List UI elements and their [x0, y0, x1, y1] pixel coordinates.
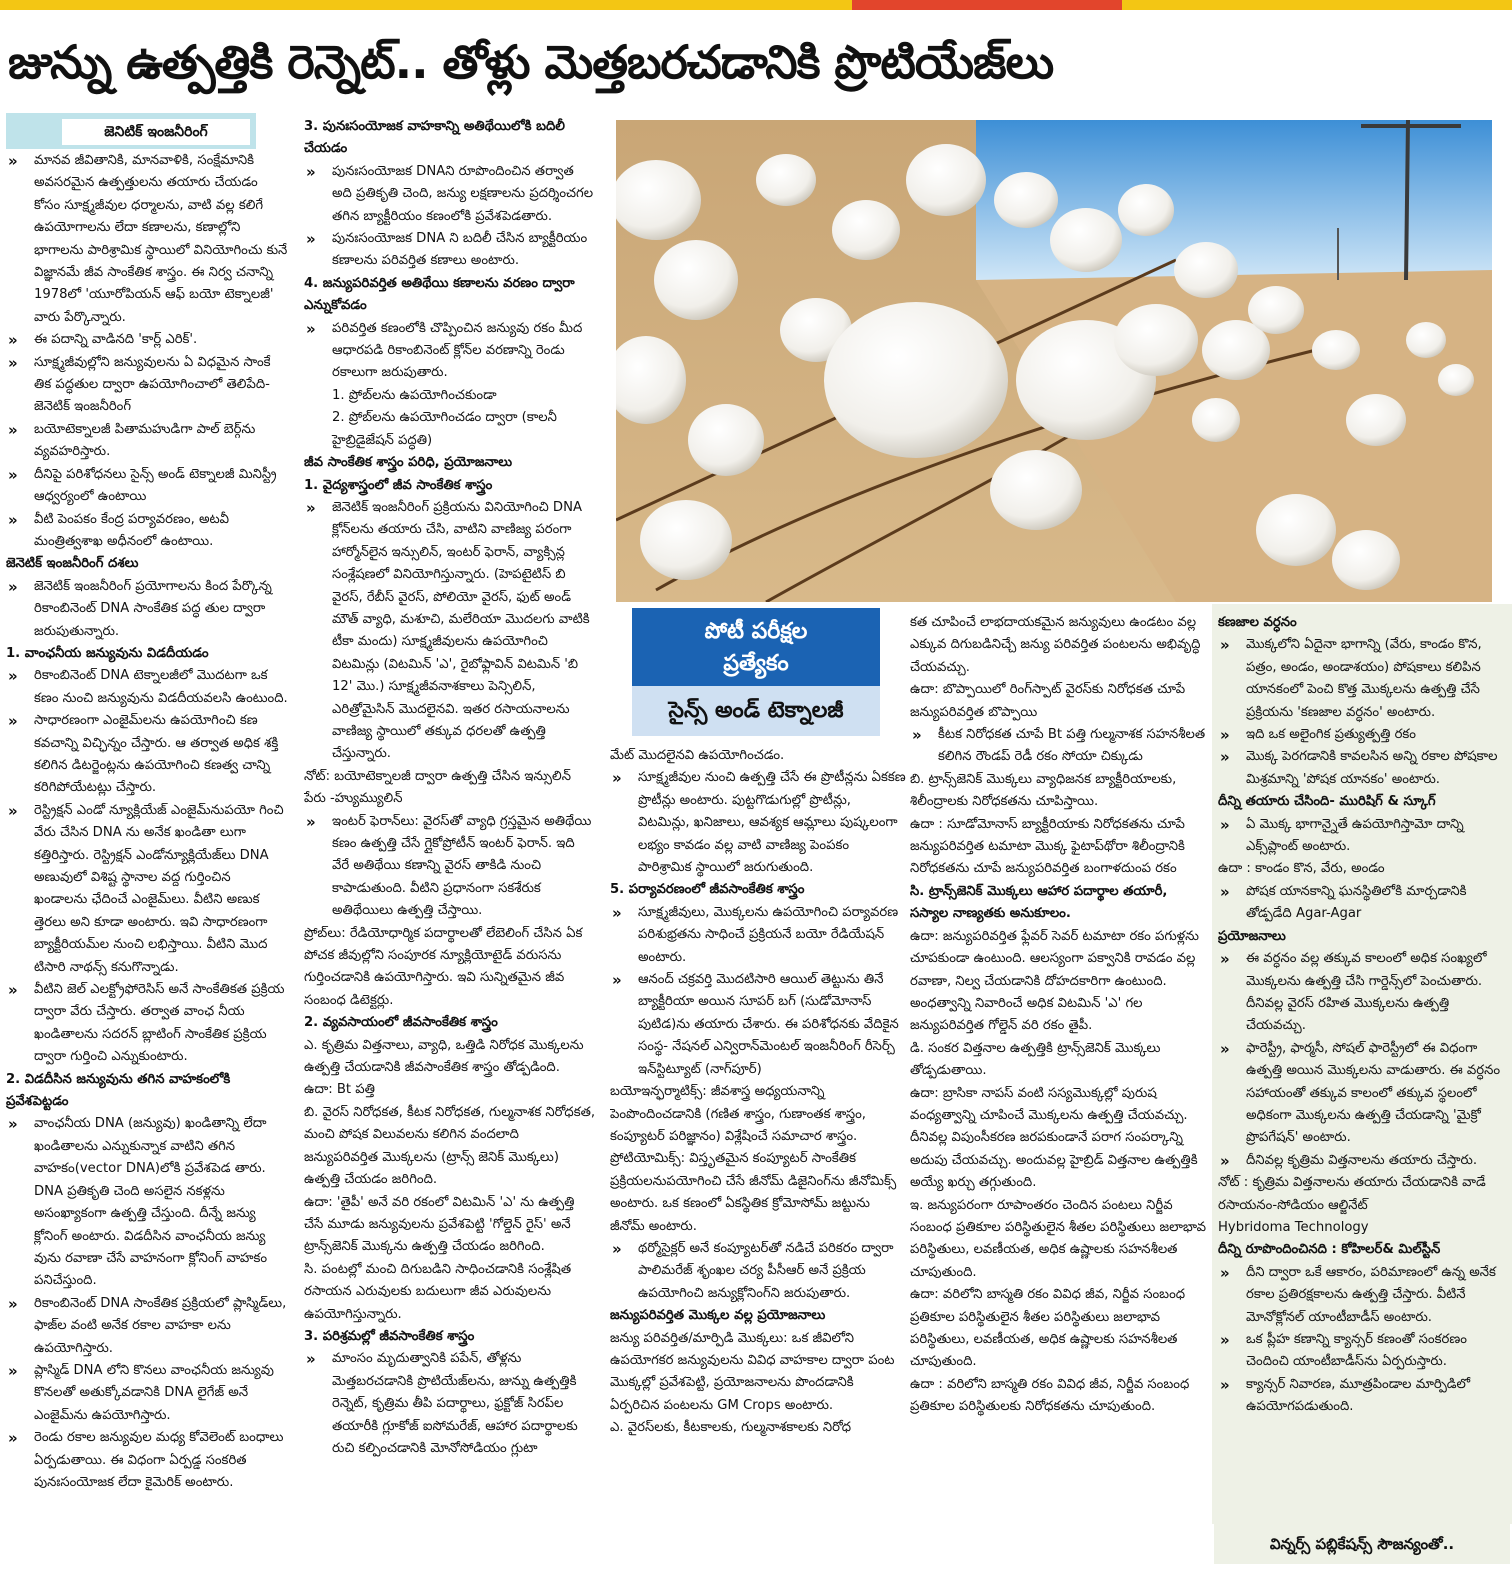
paragraph: ప్రోటియోమిక్స్: విస్తృతమైన కంప్యూటర్ సాంకేతిక ప్రక్రియలనుపయోగించి చేసే జీనోమ్ డిజైనింగ్‌ను జీనోమిక్స్ అంటారు. ఒక కణంలో ఏకస్థితిక క్రోమోసోమ్ జట్టును జీనోమ్ అంటారు. [610, 1151, 897, 1234]
paragraph: అంధత్వాన్ని నివారించే అధిక విటమిన్ 'ఎ' గల జన్యుపరివర్తిత గోల్డెన్ వరి రకం తైపీ. [910, 995, 1143, 1034]
paragraph: నోట్: బయోటెక్నాలజీ ద్వారా ఉత్పత్తి చేసిన ఇన్సులిన్ పేరు -హ్యుమ్యులిన్ [304, 768, 571, 807]
bullet-paragraph: » ఈ పదాన్ని వాడినది 'కార్ల్ ఎరిక్'. [6, 329, 288, 351]
bullet-paragraph: » సూక్ష్మజీవుల్లోని జన్యువులను ఏ విధమైన సాంకే తిక పద్ధతుల ద్వారా ఉపయోగించాలో తెలిపేది- జెనెటిక్ ఇంజనీరింగ్ [6, 352, 288, 419]
paragraph: డి. సంకర విత్తనాల ఉత్పత్తికి ట్రాన్స్‌జెనిక్ మొక్కలు తోడ్పడుతాయి. [910, 1040, 1161, 1079]
subheading: దీన్ని రూపొందించినది : కోహిలర్& మిల్‌స్టీన్ [1218, 1242, 1441, 1258]
bullet-paragraph: » వీటిని జెల్ ఎలక్ట్రోఫోరెసిస్ అనే సాంకేతికత ప్రక్రియ ద్వారా వేరు చేస్తారు. తర్వాత వాంఛ నీయ ఖండితాలను సదరన్ బ్లాటింగ్ సాంకేతిక ప్రక్రియ ద్వారా గుర్తించి ఎన్నుకుంటారు. [6, 979, 288, 1069]
subheading: 5. పర్యావరణంలో జీవసాంకేతిక శాస్త్రం [610, 882, 805, 898]
bullet-paragraph: » వీటి పెంపకం కేంద్ర పర్యావరణం, అటవీ మంత్రిత్వశాఖ అధీనంలో ఉంటాయి. [6, 509, 288, 554]
badge-line-2: ప్రత్యేకం [723, 651, 789, 676]
paragraph: ఉదా: 'తైపీ' అనే వరి రకంలో విటమిన్ 'ఎ' ను ఉత్పత్తి చేసే మూడు జన్యువులను ప్రవేశపెట్టి 'గోల్డెన్ రైస్' అనే ట్రాన్స్‌జెనిక్ మొక్కను ఉత్పత్తి చేయడం జరిగింది. [304, 1194, 575, 1255]
paragraph: బయోఇన్ఫర్మాటిక్స్: జీవశాస్త్ర అధ్యయనాన్ని పెంపొందించడానికి (గణిత శాస్త్రం, గుణాంతక శాస్త్రం, కంప్యూటర్ పరిజ్ఞానం) విశ్లేషించే సమాచార శాస్త్రం. [610, 1084, 866, 1144]
bullet-paragraph: » ఒక ప్లీహ కణాన్ని క్యాన్సర్ కణంతో సంకరణం చెందించి యాంటీబాడీస్‌ను ఏర్పరుస్తారు. [1218, 1329, 1508, 1374]
bullet-paragraph: » పరివర్తిత కణంలోకి చొప్పించిన జన్యువు రకం మీద ఆధారపడి రికాంబినెంట్ క్లోన్‌ల వరణాన్ని రెండు రకాలుగా జరుపుతారు. [304, 318, 596, 385]
subheading: 4. జన్యుపరివర్తిత అతిథేయి కణాలను వరణం ద్వారా ఎన్నుకోవడం [304, 275, 575, 314]
bullet-paragraph: » రికాంబినెంట్ DNA టెక్నాలజీలో మొదటగా ఒక కణం నుంచి జన్యువును విడదీయవలసి ఉంటుంది. [6, 665, 288, 710]
bullet-paragraph: » మాంసం మృదుత్వానికి పపేన్, తోళ్లను మెత్తబరచడానికి ప్రొటియేజ్‌లను, జున్ను ఉత్పత్తికి రెన్నెట్, కృత్రిమ తీపి పదార్థాలు, ఫ్రక్టోజ్ సిరప్‌ల తయారీకి గ్లూకోజ్ ఐసోమరేజ్, ఆహార పదార్థాలకు రుచి కల్పించడానికి మోనోసోడియం గ్లుటా [304, 1348, 596, 1460]
bullet-paragraph: » జెనెటిక్ ఇంజనీరింగ్ ప్రక్రియను వినియోగించి DNA క్లోన్‌లను తయారు చేసి, వాటిని వాణిజ్య పరంగా హార్మోన్‌లైన ఇన్సులిన్, ఇంటర్ ఫెరాన్, వ్యాక్సిన్ల సంశ్లేషణలో వినియోగిస్తున్నారు. (హెపటైటిస్ బి వైరస్, రేబీస్ వైరస్, పోలియో వైరస్, ఫుట్ అండ్ మౌత్ వ్యాధి, మశూచి, మలేరియా మొదలగు వాటికి టీకా మందు) సూక్ష్మజీవులను ఉపయోగించి విటమిన్లు (విటమిన్ 'ఎ', రైబోఫ్లావిన్ విటమిన్ 'బి 12' మొ.) సూక్ష్మజీవనాశకాలు పెన్సిలిన్, ఎరిత్రోమైసిన్ మొదలైనవి. ఇతర రసాయనాలను వాణిజ్య స్థాయిలో తక్కువ ధరలతో ఉత్పత్తి చేస్తున్నారు. [304, 497, 596, 766]
indented-item: 2. ప్రోబ్‌లను ఉపయోగించడం ద్వారా (కాలనీ హైబ్రిడైజేషన్ పద్ధతి) [332, 410, 557, 448]
top-accent-bar [852, 0, 1122, 10]
bullet-paragraph: » ప్లాస్మిడ్ DNA లోని కొనలు వాంఛనీయ జన్యువు కొనలతో అతుక్కోవడానికి DNA లైగేజ్ అనే ఎంజైమ్‌ను ఉపయోగిస్తారు. [6, 1360, 288, 1427]
subheading: 1. వాంఛనీయ జన్యువును విడదీయడం [6, 645, 209, 661]
badge-subject: సైన్స్ అండ్ టెక్నాలజీ [632, 686, 880, 736]
bullet-paragraph: » థర్మోసైక్లర్ అనే కంప్యూటర్‌తో నడిచే పరికరం ద్వారా పాలిమరేజ్ శృంఖల చర్య పీసీఆర్ అనే ప్రక్రియ ఉపయోగించి జన్యుక్లోనింగ్‌ని జరుపుతారు. [610, 1238, 906, 1305]
bullet-paragraph: » రికాంబినెంట్ DNA సాంకేతిక ప్రక్రియలో ప్లాస్మిడ్‌లు, ఫాజ్‌ల వంటి అనేక రకాల వాహకా లను ఉపయోగిస్తారు. [6, 1293, 288, 1360]
cotton-field-image [616, 120, 1492, 602]
paragraph: బి. వైరస్ నిరోధకత, కీటక నిరోధకత, గుల్మనాశక నిరోధకత, మంచి పోషక విలువలను కలిగిన వందలాది జన్యుపరివర్తిత మొక్కలను (ట్రాన్స్ జెనిక్ మొక్కలు) ఉత్పత్తి చేయడం జరిగింది. [304, 1104, 596, 1188]
subheading: జీవ సాంకేతిక శాస్త్రం పరిధి, ప్రయోజనాలు [304, 455, 513, 471]
subheading: 3. పరిశ్రమల్లో జీవసాంకేతిక శాస్త్రం [304, 1328, 475, 1344]
paragraph: కత చూపించే లాభదాయకమైన జన్యువులు ఉండటం వల్ల ఎక్కువ దిగుబడినిచ్చే జన్యు పరివర్తిత పంటలను అభివృద్ధి చేయవచ్చు. [910, 615, 1201, 675]
subheading: జన్యుపరివర్తిత మొక్కల వల్ల ప్రయోజనాలు [610, 1308, 826, 1324]
bullet-paragraph: » పునఃసంయోజక DNAని రూపొందించిన తర్వాత అది ప్రతికృతి చెంది, జన్యు లక్షణాలను ప్రదర్శించగల తగిన బ్యాక్టీరియం కణంలోకి ప్రవేశపెడతారు. [304, 161, 596, 228]
paragraph: ఎ. వైరస్‌లకు, కీటకాలకు, గుల్మనాశకాలకు నిరోధ [610, 1420, 852, 1436]
bullet-paragraph: » క్యాన్సర్ నివారణ, మూత్రపిండాల మార్పిడిలో ఉపయోగపడుతుంది. [1218, 1374, 1508, 1419]
subheading: 1. వైద్యశాస్త్రంలో జీవ సాంకేతిక శాస్త్రం [304, 477, 493, 493]
bullet-paragraph: » రెండు రకాల జన్యువుల మధ్య కోవెలెంట్ బంధాలు ఏర్పడుతాయి. ఈ విధంగా ఏర్పడ్డ సంకరిత పునఃసంయోజక లేదా కైమెరిక్ అంటారు. [6, 1427, 288, 1494]
bullet-paragraph: » దీనివల్ల కృత్రిమ విత్తనాలను తయారు చేస్తారు. [1218, 1150, 1508, 1172]
paragraph: నోట్ : కృత్రిమ విత్తనాలను తయారు చేయడానికి వాడే రసాయనం-సోడియం ఆల్జినేట్ [1218, 1175, 1486, 1213]
bullet-paragraph: » ఫారెస్ట్రీ, ఫార్మసీ, సోషల్ ఫారెస్ట్రీలో ఈ విధంగా ఉత్పత్తి అయిన మొక్కలను వాడుతారు. ఈ వర్ధనం సహాయంతో తక్కువ కాలంలో తక్కువ స్థలంలో అధికంగా మొక్కలను ఉత్పత్తి చేయడాన్ని 'మైక్రో ప్రొపగేషన్' అంటారు. [1218, 1038, 1508, 1150]
subheading: 2. వ్యవసాయంలో జీవసాంకేతిక శాస్త్రం [304, 1015, 498, 1031]
column-4 [910, 612, 1206, 1580]
bullet-paragraph: » రెస్ట్రిక్షన్ ఎండో న్యూక్లియేజ్ ఎంజైమ్‌నుపయో గించి వేరు చేసిన DNA ను అనేక ఖండితా లుగా కత్తిరిస్తారు. రెస్ట్రిక్షన్ ఎండోన్యూక్లియేజ్‌లు DNA అణువులో విశిష్ట స్థానాల వద్ద గుర్తించిన ఖండాలను ఛేదించే ఎంజైమ్‌లు. వీటిని అణుక త్తెరలు అని కూడా అంటారు. ఇవి సాధారణంగా బ్యాక్టీరియమ్‌ల నుంచి లభిస్తాయి. వీటిని మొద టిసారి నాథన్స్ కనుగొన్నాడు. [6, 800, 288, 979]
column-5 [1218, 612, 1508, 1522]
paragraph: ఇ. జన్యుపరంగా రూపాంతరం చెందిన పంటలు నిర్జీవ సంబంధ ప్రతికూల పరిస్థితులైన శీతల పరిస్థితులు జలాభావ పరిస్థితులు, లవణీయత, అధిక ఉష్ణాలకు సహనశీలత చూపుతుంది. [910, 1197, 1206, 1280]
subheading: జెనెటిక్ ఇంజనీరింగ్ దశలు [6, 556, 139, 572]
bullet-paragraph: » మొక్క పెరగడానికి కావలసిన అన్ని రకాల పోషకాల మిశ్రమాన్ని 'పోషక యానకం' అంటారు. [1218, 746, 1508, 791]
paragraph: ఉదా : కాండం కొన, వేరు, అండం [1218, 861, 1385, 877]
subheading: ప్రయోజనాలు [1218, 928, 1286, 944]
paragraph: ఎ. కృత్రిమ విత్తనాలు, వ్యాధి, ఒత్తిడి నిరోధక మొక్కలను ఉత్పత్తి చేయడానికి జీవసాంకేతిక శాస్త్రం తోడ్పడింది. [304, 1037, 584, 1076]
top-color-bar [0, 0, 1512, 10]
headline: జున్ను ఉత్పత్తికి రెన్నెట్.. తోళ్లు మెత్తబరచడానికి ప్రొటియేజ్‌లు [8, 35, 1054, 89]
bullet-paragraph: » బయోటెక్నాలజీ పితామహుడిగా పాల్ బెర్గ్‌ను వ్యవహరిస్తారు. [6, 419, 288, 464]
subheading: సి. ట్రాన్స్‌జెనిక్ మొక్కలు ఆహార పదార్థాల తయారీ, సస్యాల నాణ్యతకు అనుకూలం. [910, 883, 1168, 922]
paragraph: జన్యు పరివర్తిత/మార్పిడి మొక్కలు: ఒక జీవిలోని ఉపయోగకర జన్యువులను వివిధ వాహకాల ద్వారా పంట మొక్కల్లో ప్రవేశపెట్టి, ప్రయోజనాలను పొందడానికి ఏర్పరిచిన పంటలను GM Crops అంటారు. [610, 1330, 895, 1413]
bullet-paragraph: » జెనెటిక్ ఇంజనీరింగ్ ప్రయోగాలను కింద పేర్కొన్న రికాంబినెంట్ DNA సాంకేతిక పద్ధ తుల ద్వారా జరుపుతున్నారు. [6, 576, 288, 643]
bullet-paragraph: » మొక్కలోని ఏదైనా భాగాన్ని (వేరు, కాండం కొన, పత్రం, అండం, అండాశయం) పోషకాలు కలిపిన యానకంలో పెంచి కొత్త మొక్కలను ఉత్పత్తి చేసే ప్రక్రియను 'కణజాల వర్ధనం' అంటారు. [1218, 634, 1508, 724]
bullet-paragraph: » కీటక నిరోధకత చూపే Bt పత్తి గుల్మనాశక సహనశీలత కలిగిన రౌండప్ రెడీ రకం సోయా చిక్కుడు [910, 724, 1206, 769]
paragraph: సి. పంటల్లో మంచి దిగుబడిని సాధించడానికి సంశ్లేషిత రసాయన ఎరువులకు బదులుగా జీవ ఎరువులను ఉపయోగిస్తున్నారు. [304, 1261, 572, 1322]
paragraph: Hybridoma Technology [1218, 1219, 1369, 1235]
subheading: 3. పునఃసంయోజక వాహకాన్ని అతిథేయిలోకి బదిలీ చేయడం [304, 119, 565, 157]
paragraph: బి. ట్రాన్స్‌జెనిక్ మొక్కలు వ్యాధిజనక బ్యాక్టీరియాలకు, శిలీంద్రాలకు నిరోధకతను చూపిస్తాయి. [910, 771, 1177, 810]
bullet-paragraph: » మానవ జీవితానికి, మానవాళికి, సంక్షేమానికి అవసరమైన ఉత్పత్తులను తయారు చేయడం కోసం సూక్ష్మజీవుల ధర్మాలను, వాటి వల్ల కలిగే ఉపయోగాలను లేదా కణాలను, కణాల్లోని భాగాలను పారిశ్రామిక స్థాయిలో వినియోగించు కునే విజ్ఞానమే జీవ సాంకేతిక శాస్త్రం. ఈ నిర్వ చనాన్ని 1978లో 'యూరోపియన్ ఆఫ్ బయో టెక్నాలజీ' వారు పేర్కొన్నారు. [6, 150, 288, 329]
indented-item: 1. ప్రోబ్‌లను ఉపయోగించకుండా [332, 387, 497, 403]
bullet-paragraph: » సూక్ష్మజీవుల నుంచి ఉత్పత్తి చేసే ఈ ప్రొటీన్లను ఏకకణ ప్రొటీన్లు అంటారు. పుట్టగొడుగుల్లో ప్రొటీన్లు, విటమిన్లు, ఖనిజాలు, ఆవశ్యక ఆమ్లాలు పుష్కలంగా లభ్యం కావడం వల్ల వాటి వాణిజ్య పెంపకం పారిశ్రామిక స్థాయిలో జరుగుతుంది. [610, 767, 906, 879]
column-1 [6, 116, 288, 1580]
paragraph: ఉదా : వరిలోని బాస్మతి రకం వివిధ జీవ, నిర్జీవ సంబంధ ప్రతికూల పరిస్థితులకు నిరోధకతను చూపుతుంది. [910, 1376, 1190, 1415]
bullet-paragraph: » ఈ వర్ధనం వల్ల తక్కువ కాలంలో అధిక సంఖ్యలో మొక్కలను ఉత్పత్తి చేసి గార్డెన్స్‌లో పెంచుతారు. దీనివల్ల వైరస్ రహిత మొక్కలను ఉత్పత్తి చేయవచ్చు. [1218, 948, 1508, 1038]
bullet-paragraph: » ఏ మొక్క భాగాన్నైతే ఉపయోగిస్తామో దాన్ని ఎక్స్‌ప్లాంట్ అంటారు. [1218, 814, 1508, 859]
bullet-paragraph: » దీనిపై పరిశోధనలు సైన్స్ అండ్ టెక్నాలజీ మినిస్ట్రీ ఆధ్వర్యంలో ఉంటాయి [6, 464, 288, 509]
publisher-credit: విన్నర్స్ పబ్లికేషన్స్ సౌజన్యంతో.. [1214, 1524, 1510, 1564]
paragraph: ఉదా : సూడోమోనాస్ బ్యాక్టీరియాకు నిరోధకతను చూపే జన్యుపరివర్తిత టమాటా మొక్క ఫైటాప్‌థోరా శిలీంద్రానికి నిరోధకతను చూపే జన్యుపరివర్తిత బంగాళదుంప రకం [910, 816, 1185, 877]
cotton-photo [616, 120, 1492, 602]
bullet-paragraph: » దీని ద్వారా ఒకే ఆకారం, పరిమాణంలో ఉన్న అనేక రకాల ప్రతిరక్షకాలను ఉత్పత్తి చేస్తారు. వీటినే మోనోక్లోనల్ యాంటీబాడీస్ అంటారు. [1218, 1262, 1508, 1329]
bullet-paragraph: » సూక్ష్మజీవులు, మొక్కలను ఉపయోగించి పర్యావరణ పరిశుభ్రతను సాధించే ప్రక్రియనే బయో రేడియేషన్ అంటారు. [610, 902, 906, 969]
exam-special-badge [632, 608, 880, 736]
bullet-paragraph: » ఆనంద్ చక్రవర్తి మొదటిసారి ఆయిల్ తెట్టును తినే బ్యాక్టీరియా అయిన సూపర్ బగ్ (సుడోమోనాస్ పుటిడ)ను తయారు చేశారు. ఈ పరిశోధనకు వేదికైన సంస్థ- నేషనల్ ఎన్విరాన్‌మెంటల్ ఇంజనీరింగ్ రీసెర్చ్ ఇన్‌స్టిట్యూట్ (నాగ్‌పూర్) [610, 969, 906, 1081]
bullet-paragraph: » ఇంటర్ ఫెరాన్‌లు: వైరస్‌తో వ్యాధి గ్రస్తమైన అతిథేయి కణం ఉత్పత్తి చేసే గ్లైకోప్రోటీన్ ఇంటర్ ఫెరాన్. ఇది వేరే అతిథేయి కణాన్ని వైరస్ తాకిడి నుంచి కాపాడుతుంది. వీటిని ప్రధానంగా సకశేరుక అతిథేయిలు ఉత్పత్తి చేస్తాయి. [304, 811, 596, 923]
subheading: కణజాల వర్ధనం [1218, 615, 1297, 630]
bullet-paragraph: » వాంఛనీయ DNA (జన్యువు) ఖండితాన్ని లేదా ఖండితాలను ఎన్నుకున్నాక వాటిని తగిన వాహకం(vector DNA)లోకి ప్రవేశపెడ తారు. DNA ప్రతికృతి చెంది అసలైన నకళ్లను అసంఖ్యాకంగా ఉత్పత్తి చేస్తుంది. దీన్నే జన్యు క్లోనింగ్ అంటారు. విడదీసిన వాంఛనీయ జన్యు వును రవాణా చేసే వాహనంగా క్లోనింగ్ వాహకం పనిచేస్తుంది. [6, 1113, 288, 1292]
paragraph: ఉదా: వరిలోని బాస్మతి రకం వివిధ జీవ, నిర్జీవ సంబంధ ప్రతికూల పరిస్థితులైన శీతల పరిస్థితులు జలాభావ పరిస్థితులు, లవణీయత, అధిక ఉష్ణాలకు సహనశీలత చూపుతుంది. [910, 1287, 1186, 1370]
subheading: 2. విడదీసిన జన్యువును తగిన వాహకంలోకి ప్రవేశపెట్టడం [6, 1071, 231, 1110]
badge-line-1: పోటీ పరీక్షల [704, 619, 808, 644]
paragraph: ఉదా: బొప్పాయిలో రింగ్‌స్పాట్ వైరస్‌కు నిరోధకత చూపే జన్యుపరివర్తిత బొప్పాయి [910, 682, 1186, 720]
bullet-paragraph: » ఇది ఒక అలైంగిక ప్రత్యుత్పత్తి రకం [1218, 724, 1508, 746]
bullet-paragraph: » పునఃసంయోజక DNA ని బదిలీ చేసిన బ్యాక్టీరియం కణాలను పరివర్తిత కణాలు అంటారు. [304, 228, 596, 273]
column-3 [610, 745, 906, 1580]
section-genetic-title: జెనిటిక్ ఇంజనీరింగ్ [62, 119, 250, 145]
paragraph: మేట్ మొదలైనవి ఉపయోగించడం. [610, 748, 785, 763]
bullet-paragraph: » పోషక యానకాన్ని ఘనస్థితిలోకి మార్చడానికి తోడ్పడేది Agar-Agar [1218, 881, 1508, 926]
bullet-paragraph: » సాధారణంగా ఎంజైమ్‌లను ఉపయోగించి కణ కవచాన్ని విచ్ఛిన్నం చేస్తారు. ఆ తర్వాత అధిక శక్తి కలిగిన డిటర్జెంట్లను ఉపయోగించి కణత్వ చాన్ని కరిగిపోయేటట్లు చేస్తారు. [6, 710, 288, 800]
subheading: దీన్ని తయారు చేసింది- మురిషిగ్ & స్కూగ్ [1218, 794, 1436, 810]
paragraph: ఉదా: బ్రాసికా నాపస్ వంటి సస్యమొక్కల్లో పురుష వంధ్యత్వాన్ని చూపించే మొక్కలను ఉత్పత్తి చేయవచ్చు. దీనివల్ల విపుంసీకరణ జరపకుండానే పరాగ సంపర్కాన్ని అదుపు చేయవచ్చు. అందువల్ల హైబ్రిడ్ విత్తనాల ఉత్పత్తికి అయ్యే ఖర్చు తగ్గుతుంది. [910, 1085, 1198, 1191]
paragraph: ప్రోబ్‌లు: రేడియోధార్మిక పదార్థాలతో లేబెలింగ్ చేసిన ఏక పోచక జీవుల్లోని సంపూరక న్యూక్లియోటైడ్ వరుసను గుర్తించడానికి ఉపయోగిస్తారు. ఇవి సున్నితమైన జీవ సంబంధ డిటెక్టర్లు. [304, 925, 583, 1008]
column-2 [304, 116, 596, 1580]
paragraph: ఉదా: Bt పత్తి [304, 1082, 375, 1098]
paragraph: ఉదా: జన్యుపరివర్తిత ఫ్లేవర్ సెవర్ టమాటా రకం పగుళ్లను చూపకుండా ఉంటుంది. ఆలస్యంగా పక్వానికి రావడం వల్ల రవాణా, నిల్వ చేయడానికి దోహదకారిగా ఉంటుంది. [910, 928, 1199, 989]
